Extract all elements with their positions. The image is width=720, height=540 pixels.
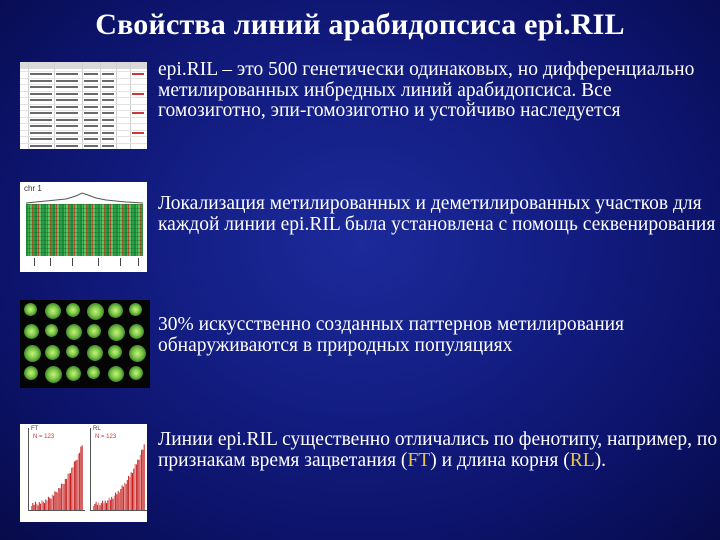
histogram-rl bbox=[90, 428, 147, 511]
sheet-cell bbox=[30, 145, 52, 147]
histogram-bar bbox=[60, 488, 61, 510]
histogram-bar bbox=[127, 480, 128, 510]
sheet-row-line bbox=[20, 97, 147, 98]
sheet-cell bbox=[102, 112, 114, 114]
histogram-rl-n: N = 123 bbox=[95, 434, 117, 440]
histogram-bar bbox=[82, 445, 83, 510]
sheet-cell bbox=[102, 138, 114, 140]
histogram-bar bbox=[93, 506, 94, 510]
bullet-text-4 bbox=[158, 430, 718, 471]
arabidopsis-plant bbox=[45, 303, 61, 319]
sheet-cell bbox=[84, 106, 98, 108]
histogram-bar bbox=[122, 485, 123, 510]
bullet-text-4-part-2: ) и длина корня ( bbox=[430, 449, 570, 471]
histogram-bar bbox=[140, 455, 141, 510]
histogram-bar bbox=[113, 499, 114, 510]
histogram-bar bbox=[61, 484, 62, 510]
arabidopsis-plant bbox=[24, 345, 41, 362]
histogram-bar bbox=[116, 494, 117, 510]
arabidopsis-plant bbox=[108, 303, 123, 318]
arabidopsis-plant bbox=[87, 303, 104, 320]
sheet-cell bbox=[56, 112, 78, 114]
histogram-bar bbox=[77, 460, 78, 510]
sheet-cell bbox=[84, 73, 98, 75]
histogram-bar bbox=[51, 499, 52, 510]
bullet-text-4-part-1: Линии epi.RIL существенно отличались по фенотипу, например, по признакам время зацветания ( bbox=[158, 429, 718, 471]
histogram-bar bbox=[132, 473, 133, 510]
histogram-bar bbox=[103, 503, 104, 510]
arabidopsis-plant bbox=[129, 366, 143, 380]
bullet-item-2 bbox=[20, 182, 716, 277]
histogram-bar bbox=[142, 450, 143, 510]
bullet-text-4-part-3: ). bbox=[594, 449, 606, 471]
sheet-header bbox=[20, 62, 147, 69]
histogram-bar bbox=[96, 502, 97, 510]
sheet-cell bbox=[102, 119, 114, 121]
spreadsheet-thumbnail bbox=[20, 62, 147, 149]
histogram-rl-label: RL bbox=[93, 426, 101, 432]
arabidopsis-plant bbox=[87, 324, 101, 338]
histogram-bar bbox=[74, 461, 75, 510]
histogram-bar bbox=[94, 504, 95, 510]
histogram-bar bbox=[124, 483, 125, 510]
histogram-bar bbox=[47, 501, 48, 510]
chromosome-map-thumbnail bbox=[20, 182, 147, 272]
sheet-cell bbox=[30, 112, 52, 114]
sheet-cell bbox=[84, 93, 98, 95]
sheet-cell bbox=[56, 125, 78, 127]
sheet-row-line bbox=[20, 143, 147, 144]
arabidopsis-plant bbox=[24, 303, 37, 316]
histogram-bar bbox=[128, 476, 129, 510]
map-tick bbox=[138, 258, 139, 266]
histogram-ft-n: N = 123 bbox=[33, 434, 55, 440]
sheet-row-line bbox=[20, 71, 147, 72]
sheet-cell-flag bbox=[132, 132, 144, 134]
sheet-row-line bbox=[20, 110, 147, 111]
histogram-bar bbox=[107, 500, 108, 510]
histogram-bar bbox=[73, 467, 74, 510]
sheet-cell bbox=[102, 145, 114, 147]
sheet-cell bbox=[84, 99, 98, 101]
map-tick bbox=[34, 258, 35, 266]
histogram-bar bbox=[58, 488, 59, 510]
arabidopsis-plant bbox=[129, 324, 144, 339]
histogram-bar bbox=[64, 484, 65, 510]
histogram-bar bbox=[97, 505, 98, 510]
histogram-rl-bars bbox=[93, 440, 145, 510]
arabidopsis-plant bbox=[45, 324, 58, 337]
sheet-cell bbox=[56, 86, 78, 88]
arabidopsis-plant bbox=[24, 324, 39, 339]
sheet-row-line bbox=[20, 104, 147, 105]
histogram-bar bbox=[141, 450, 142, 510]
histogram-bar bbox=[80, 447, 81, 510]
histogram-bar bbox=[49, 498, 50, 510]
bullet-item-1 bbox=[20, 60, 710, 155]
arabidopsis-plant bbox=[24, 366, 38, 380]
map-tick bbox=[98, 258, 99, 266]
histogram-bar bbox=[31, 506, 32, 510]
sheet-cell bbox=[84, 119, 98, 121]
histogram-bar bbox=[54, 491, 55, 510]
rl-abbreviation: RL bbox=[569, 449, 595, 471]
arabidopsis-plant bbox=[66, 345, 79, 358]
histogram-bar bbox=[67, 474, 68, 510]
histogram-bar bbox=[115, 493, 116, 510]
phenotype-histograms-thumbnail bbox=[20, 424, 147, 522]
bullet-text-2: Локализация метилированных и деметилированных участков для каждой линии epi.RIL была установлена с помощь секвенирования bbox=[158, 193, 716, 235]
histogram-bar bbox=[110, 500, 111, 510]
sheet-cell bbox=[30, 86, 52, 88]
histogram-bar bbox=[40, 504, 41, 510]
histogram-bar bbox=[48, 497, 49, 510]
sheet-cell bbox=[30, 138, 52, 140]
arabidopsis-plant bbox=[129, 303, 142, 316]
histogram-bar bbox=[136, 464, 137, 510]
arabidopsis-plant bbox=[87, 345, 103, 361]
sheet-row-line bbox=[20, 136, 147, 137]
sheet-cell bbox=[102, 132, 114, 134]
histogram-bar bbox=[137, 460, 138, 510]
arabidopsis-plant bbox=[66, 303, 80, 317]
histogram-bar bbox=[120, 489, 121, 510]
sheet-row-line bbox=[20, 78, 147, 79]
sheet-cell bbox=[56, 73, 78, 75]
histogram-bar bbox=[135, 464, 136, 510]
arabidopsis-plant bbox=[108, 345, 122, 359]
histogram-bar bbox=[53, 496, 54, 510]
methylation-profile-line bbox=[26, 192, 143, 204]
histogram-bar bbox=[35, 502, 36, 510]
histogram-bar bbox=[45, 499, 46, 510]
sheet-cell bbox=[56, 119, 78, 121]
sheet-cell bbox=[56, 99, 78, 101]
sheet-cell bbox=[56, 145, 78, 147]
sheet-cell bbox=[102, 73, 114, 75]
sheet-cell bbox=[56, 93, 78, 95]
histogram-bar bbox=[39, 502, 40, 510]
histogram-bar bbox=[100, 505, 101, 510]
sheet-row-line bbox=[20, 130, 147, 131]
arabidopsis-plant bbox=[66, 324, 82, 340]
sheet-cell bbox=[56, 80, 78, 82]
map-tick bbox=[72, 258, 73, 266]
map-tick bbox=[50, 258, 51, 266]
chromosome-label: chr 1 bbox=[24, 184, 42, 193]
histogram-ft-bars bbox=[31, 440, 83, 510]
histogram-bar bbox=[70, 473, 71, 510]
sheet-cell-flag bbox=[132, 93, 144, 95]
histogram-bar bbox=[118, 491, 119, 510]
histogram-bar bbox=[109, 498, 110, 510]
histogram-bar bbox=[123, 487, 124, 510]
ft-abbreviation: FT bbox=[407, 449, 431, 471]
sheet-cell bbox=[84, 145, 98, 147]
methylation-band-overlay bbox=[26, 204, 143, 256]
histogram-bar bbox=[75, 461, 76, 510]
histogram-bar bbox=[44, 503, 45, 510]
sheet-cell bbox=[84, 112, 98, 114]
sheet-cell bbox=[30, 99, 52, 101]
histogram-bar bbox=[98, 503, 99, 510]
histogram-bar bbox=[32, 503, 33, 510]
sheet-cell bbox=[30, 73, 52, 75]
sheet-cell bbox=[56, 106, 78, 108]
histogram-bar bbox=[101, 503, 102, 510]
histogram-bar bbox=[111, 497, 112, 510]
histogram-bar bbox=[106, 503, 107, 510]
sheet-cell bbox=[30, 80, 52, 82]
histogram-bar bbox=[105, 501, 106, 510]
histogram-bar bbox=[69, 473, 70, 510]
histogram-bar bbox=[133, 469, 134, 510]
histogram-bar bbox=[126, 484, 127, 510]
sheet-cell bbox=[30, 93, 52, 95]
arabidopsis-plant bbox=[87, 366, 100, 379]
sheet-cell bbox=[102, 93, 114, 95]
map-tick bbox=[120, 258, 121, 266]
sheet-cell bbox=[102, 106, 114, 108]
histogram-bar bbox=[114, 496, 115, 510]
sheet-cell bbox=[84, 80, 98, 82]
histogram-bar bbox=[66, 479, 67, 510]
histogram-bar bbox=[71, 468, 72, 510]
slide-title: Свойства линий арабидопсиса epi.RIL bbox=[95, 8, 625, 41]
sheet-cell bbox=[84, 138, 98, 140]
histogram-bar bbox=[129, 477, 130, 510]
sheet-cell bbox=[102, 99, 114, 101]
bullet-text-1: epi.RIL – это 500 генетически одинаковых, но дифференциально метилированных инбредных линий арабидопсиса. Все гомозиготно, эпи-гомозиготно и устойчиво наследуется bbox=[158, 59, 695, 121]
arabidopsis-plant bbox=[66, 366, 81, 381]
histogram-bar bbox=[78, 454, 79, 510]
histogram-bar bbox=[119, 493, 120, 510]
histogram-bar bbox=[52, 495, 53, 510]
sheet-cell bbox=[84, 132, 98, 134]
histogram-ft bbox=[28, 428, 85, 511]
histogram-bar bbox=[41, 500, 42, 510]
histogram-bar bbox=[56, 492, 57, 510]
histogram-bar bbox=[43, 502, 44, 510]
sheet-cell bbox=[102, 80, 114, 82]
sheet-cell-flag bbox=[132, 112, 144, 114]
sheet-row-line bbox=[20, 117, 147, 118]
plants-thumbnail bbox=[20, 300, 150, 388]
histogram-bar bbox=[131, 472, 132, 510]
sheet-row-line bbox=[20, 123, 147, 124]
histogram-bar bbox=[102, 501, 103, 510]
bullet-item-3 bbox=[20, 300, 710, 392]
sheet-cell-flag bbox=[132, 73, 144, 75]
histogram-ft-label: FT bbox=[31, 426, 39, 432]
sheet-cell bbox=[30, 132, 52, 134]
sheet-row-line bbox=[20, 91, 147, 92]
arabidopsis-plant bbox=[45, 366, 62, 383]
arabidopsis-plant bbox=[108, 324, 125, 341]
sheet-cell bbox=[102, 86, 114, 88]
sheet-row-line bbox=[20, 84, 147, 85]
bullet-item-4 bbox=[20, 424, 718, 524]
sheet-cell bbox=[102, 125, 114, 127]
arabidopsis-plant bbox=[45, 345, 60, 360]
sheet-cell bbox=[84, 86, 98, 88]
histogram-bar bbox=[34, 505, 35, 510]
sheet-cell bbox=[30, 125, 52, 127]
sheet-cell bbox=[56, 138, 78, 140]
arabidopsis-plant bbox=[108, 366, 124, 382]
histogram-bar bbox=[65, 479, 66, 510]
histogram-bar bbox=[79, 453, 80, 510]
sheet-cell bbox=[30, 119, 52, 121]
histogram-bar bbox=[36, 504, 37, 510]
bullet-text-3: 30% искусственно созданных паттернов метилирования обнаруживаются в природных популяциях bbox=[158, 314, 625, 356]
sheet-cell bbox=[84, 125, 98, 127]
histogram-bar bbox=[62, 484, 63, 510]
sheet-cell bbox=[56, 132, 78, 134]
histogram-bar bbox=[38, 505, 39, 510]
sheet-cell bbox=[30, 106, 52, 108]
histogram-bar bbox=[57, 493, 58, 510]
histogram-bar bbox=[144, 444, 145, 510]
histogram-bar bbox=[139, 460, 140, 510]
arabidopsis-plant bbox=[129, 345, 146, 362]
